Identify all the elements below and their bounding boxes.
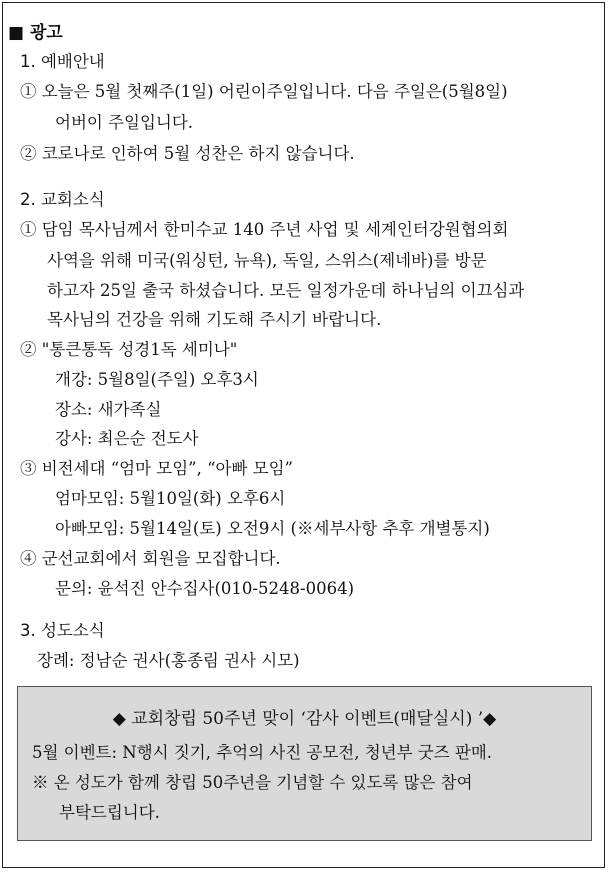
page-title: ■ 광고 bbox=[8, 23, 63, 43]
section-heading-worship: 1. 예배안내 bbox=[20, 52, 105, 71]
worship-line-2: 어버이 주일입니다. bbox=[55, 113, 194, 132]
church-news-line-4: 목사님의 건강을 위해 기도해 주시기 바랍니다. bbox=[47, 310, 382, 329]
worship-line-3: ② 코로나로 인하여 5월 성찬은 하지 않습니다. bbox=[20, 144, 355, 163]
church-news-line-1: ① 담임 목사님께서 한미수교 140 주년 사업 및 세계인터강원협의회 bbox=[20, 220, 509, 239]
church-news-line-9: ③ 비전세대 “엄마 모임”, “아빠 모임” bbox=[20, 459, 293, 478]
event-box-line-2: ※ 온 성도가 함께 창립 50주년을 기념할 수 있도록 많은 참여 bbox=[32, 773, 473, 792]
section-heading-church-news: 2. 교회소식 bbox=[20, 190, 105, 209]
church-news-line-3: 하고자 25일 출국 하셨습니다. 모든 일정가운데 하나님의 이끄심과 bbox=[47, 281, 525, 300]
church-news-line-8: 강사: 최은순 전도사 bbox=[55, 429, 199, 448]
church-news-line-10: 엄마모임: 5월10일(화) 오후6시 bbox=[55, 489, 286, 508]
church-news-line-5: ② "통큰통독 성경1독 세미나" bbox=[20, 340, 238, 359]
section-heading-member-news: 3. 성도소식 bbox=[20, 621, 105, 640]
church-news-line-2: 사역을 위해 미국(워싱턴, 뉴욕), 독일, 스위스(제네바)를 방문 bbox=[47, 251, 487, 270]
worship-line-1 bbox=[20, 82, 589, 102]
church-news-line-6: 개강: 5월8일(주일) 오후3시 bbox=[55, 370, 259, 389]
event-box-line-1: 5월 이벤트: N행시 짓기, 추억의 사진 공모전, 청년부 굿즈 판매. bbox=[32, 743, 493, 762]
event-box-title: ◆ 교회창립 50주년 맞이 ‘감사 이벤트(매달실시) ’◆ bbox=[112, 709, 497, 729]
event-box-line-3: 부탁드립니다. bbox=[59, 803, 160, 822]
church-news-line-13: 문의: 윤석진 안수집사(010-5248-0064) bbox=[55, 579, 355, 598]
event-box bbox=[17, 686, 592, 841]
church-news-line-12: ④ 군선교회에서 회원을 모집합니다. bbox=[20, 549, 281, 568]
member-news-line-1: 장례: 정남순 권사(홍종림 권사 시모) bbox=[37, 651, 300, 670]
church-news-line-11: 아빠모임: 5월14일(토) 오전9시 (※세부사항 추후 개별통지) bbox=[55, 519, 490, 538]
church-news-line-7: 장소: 새가족실 bbox=[55, 400, 162, 419]
worship-line-1-text: ① 오늘은 5월 첫째주(1일) 어린이주일입니다. 다음 주일은(5월8일) bbox=[20, 82, 508, 101]
